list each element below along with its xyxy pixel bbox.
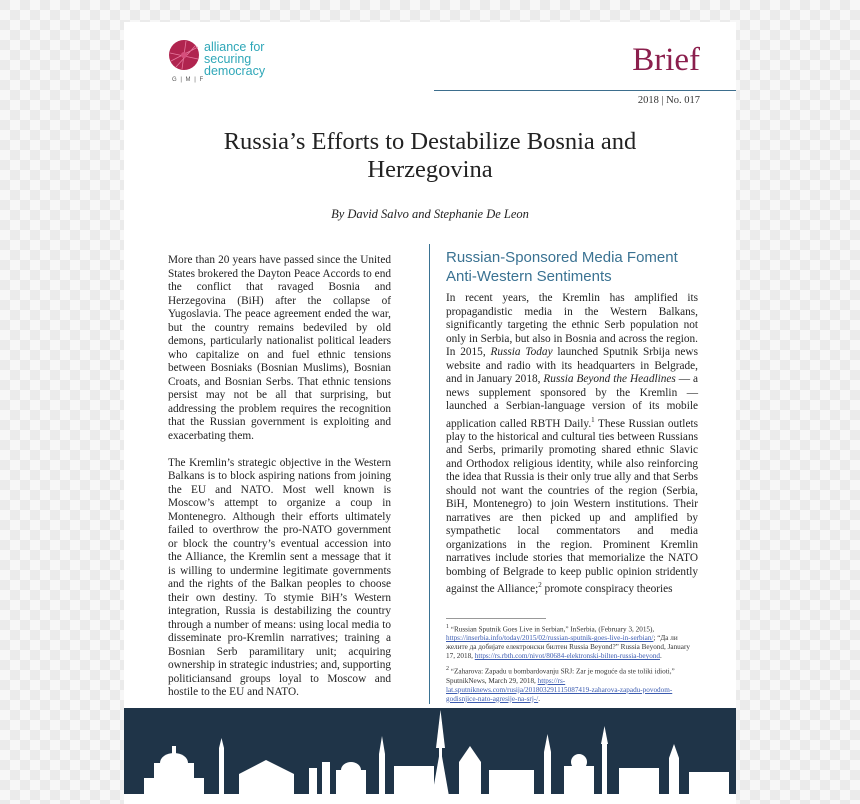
paragraph	[446, 292, 698, 597]
right-column	[446, 248, 698, 597]
footnote-ref: 1	[591, 415, 595, 424]
section-heading: Russian-Sponsored Media Foment Anti-Western Sentiments	[446, 249, 678, 285]
footnote-ref: 2	[538, 581, 542, 590]
footnote-number: 2	[446, 666, 449, 673]
paragraph: More than 20 years have passed since the United States brokered the Dayton Peace Accords to end the conflict that ravaged Bosnia and Herzegovina (BiH) after the collapse of Yugoslavia. The peace agreement ended the war, but the country remains bedeviled by old demons, particularly nationalist political leaders who capitalize on and fuel ethnic tensions between Bosniaks (Bosnian Muslims), Bosnian Croats, and Bosnian Serbs. That ethnic tensions persist may not be all that surprising, but addressing the problem requires the recognition that the Russian government is exploiting and exacerbating them.	[168, 254, 391, 442]
logo-circle-icon	[168, 39, 202, 75]
text-run: promote conspiracy theories	[541, 583, 673, 596]
document-page	[124, 22, 736, 804]
left-column	[168, 254, 391, 713]
footnote-number: 1	[446, 624, 449, 630]
italic-run: Russia Today	[490, 346, 553, 358]
logo-line-3: democracy	[204, 64, 266, 78]
footnote-1: $^1$ “Russian Sputnik Goes Live in Serbian,” InSerbia, (February 3, 2015), https://inserbia.info/today/2015/02/russian-sputnik-goes-live-in-serbian/; “Да ли желите да добијате електронски билтен Russia Beyond?” Russia Beyond, January 17, 2018, https://rs.rbth.com/nivot/80684-elektronski-bilten-russia-beyond.	[446, 624, 690, 661]
text-run: launched Sputnik Srbija news website and radio with its headquarters in Belgrade, and in January 2018,	[446, 346, 698, 385]
italic-run: Russia Beyond the Headlines	[543, 373, 676, 385]
footnote-text: “Russian Sputnik Goes Live in Serbian,” InSerbia, (February 3, 2015),	[450, 625, 655, 634]
footnote-link[interactable]: https://inserbia.info/today/2015/02/russian-sputnik-goes-live-in-serbian/	[446, 634, 654, 643]
logo-line-1: alliance for	[204, 40, 265, 54]
text-run: — a news supplement sponsored by the Kremlin — launched a Serbian-language version of its mobile application called RBTH Daily.	[446, 373, 698, 430]
document-title: Russia’s Efforts to Destabilize Bosnia and Herzegovina	[223, 128, 637, 183]
logo-wordmark	[204, 41, 265, 77]
footnotes	[446, 618, 696, 708]
footnote-link[interactable]: https://rs.rbth.com/nivot/80684-elektronski-bilten-russia-beyond	[474, 652, 661, 661]
footnote-text: “Zaharova: Zapadu u bombardovanju SRJ: Zar je moguće da ste toliki idioti,” SputnikNews, March 29, 2018,	[446, 667, 675, 685]
footnote-rule	[446, 618, 546, 619]
header-rule	[434, 90, 736, 91]
logo-gmf-text: G | M | F	[172, 77, 205, 83]
issue-number: 2018 | No. 017	[637, 95, 700, 106]
city-skyline-banner	[124, 708, 736, 804]
logo-line-2: securing	[204, 52, 252, 66]
paragraph: The Kremlin’s strategic objective in the Western Balkans is to block aspiring nations from joining the EU and NATO. Most well known is Moscow’s attempt to organize a coup in Montenegro. Although their efforts ultimately failed to overthrow the pro-NATO government or block the country’s eventual accession into the Alliance, the Kremlin sent a message that it is willing to undermine legitimate governments and the rights of the Balkan peoples to choose their own destiny. To stymie BiH’s Western integration, Russia is destabilizing the country through a number of means: using local media to disseminate pro-Kremlin narratives; training a Bosnian Serb paramilitary unit; acquiring ownership in strategic industries; and, supporting politiciansand groups loyal to Moscow and hostile to the EU and NATO.	[168, 456, 391, 698]
footnote-text: ; “Да ли желите да добијате електронски билтен Russia Beyond?” Russia Beyond, January 17, 2018,	[446, 634, 690, 661]
doc-type-label: Brief	[632, 42, 700, 78]
gmf-logo	[168, 39, 278, 89]
footnote-2: $^2$ “Zaharova: Zapadu u bombardovanju SRJ: Zar je moguće da ste toliki idioti,” SputnikNews, March 29, 2018, https://rs-lat.sputniknews.com/rusija/201803291115087419-zaharova-zapadu-povodom-godisnjice-nato-agresije-na-srj-/.	[446, 666, 675, 703]
text-run: These Russian outlets play to the historical and cultural ties between Russians and Serbs, primarily promoting shared ethnic Slavic and Orthodox religious identity, while also reinforcing the idea that Russia is their only true ally and that Serbs should not want the countries of the region (Serbia, BiH, Montenegro) to join Western institutions. Their narratives are then picked up and amplified by sympathetic local commentators and media organizations in the region. Prominent Kremlin narratives include stories that memorialize the NATO bombing of Belgrade to keep public opinion stridently against the Alliance;	[446, 417, 698, 596]
text-run: In recent years, the Kremlin has amplified its propagandistic media in the Western Balkans, significantly targeting the ethnic Serb population not only in Serbia, but also in Bosnia and across the region. In 2015,	[446, 292, 698, 358]
authors-byline: By David Salvo and Stephanie De Leon	[331, 207, 529, 221]
column-divider	[429, 244, 430, 704]
footnote-link[interactable]: https://rs-lat.sputniknews.com/rusija/201803291115087419-zaharova-zapadu-povodom-godisnjice-nato-agresije-na-srj-/	[446, 676, 673, 703]
